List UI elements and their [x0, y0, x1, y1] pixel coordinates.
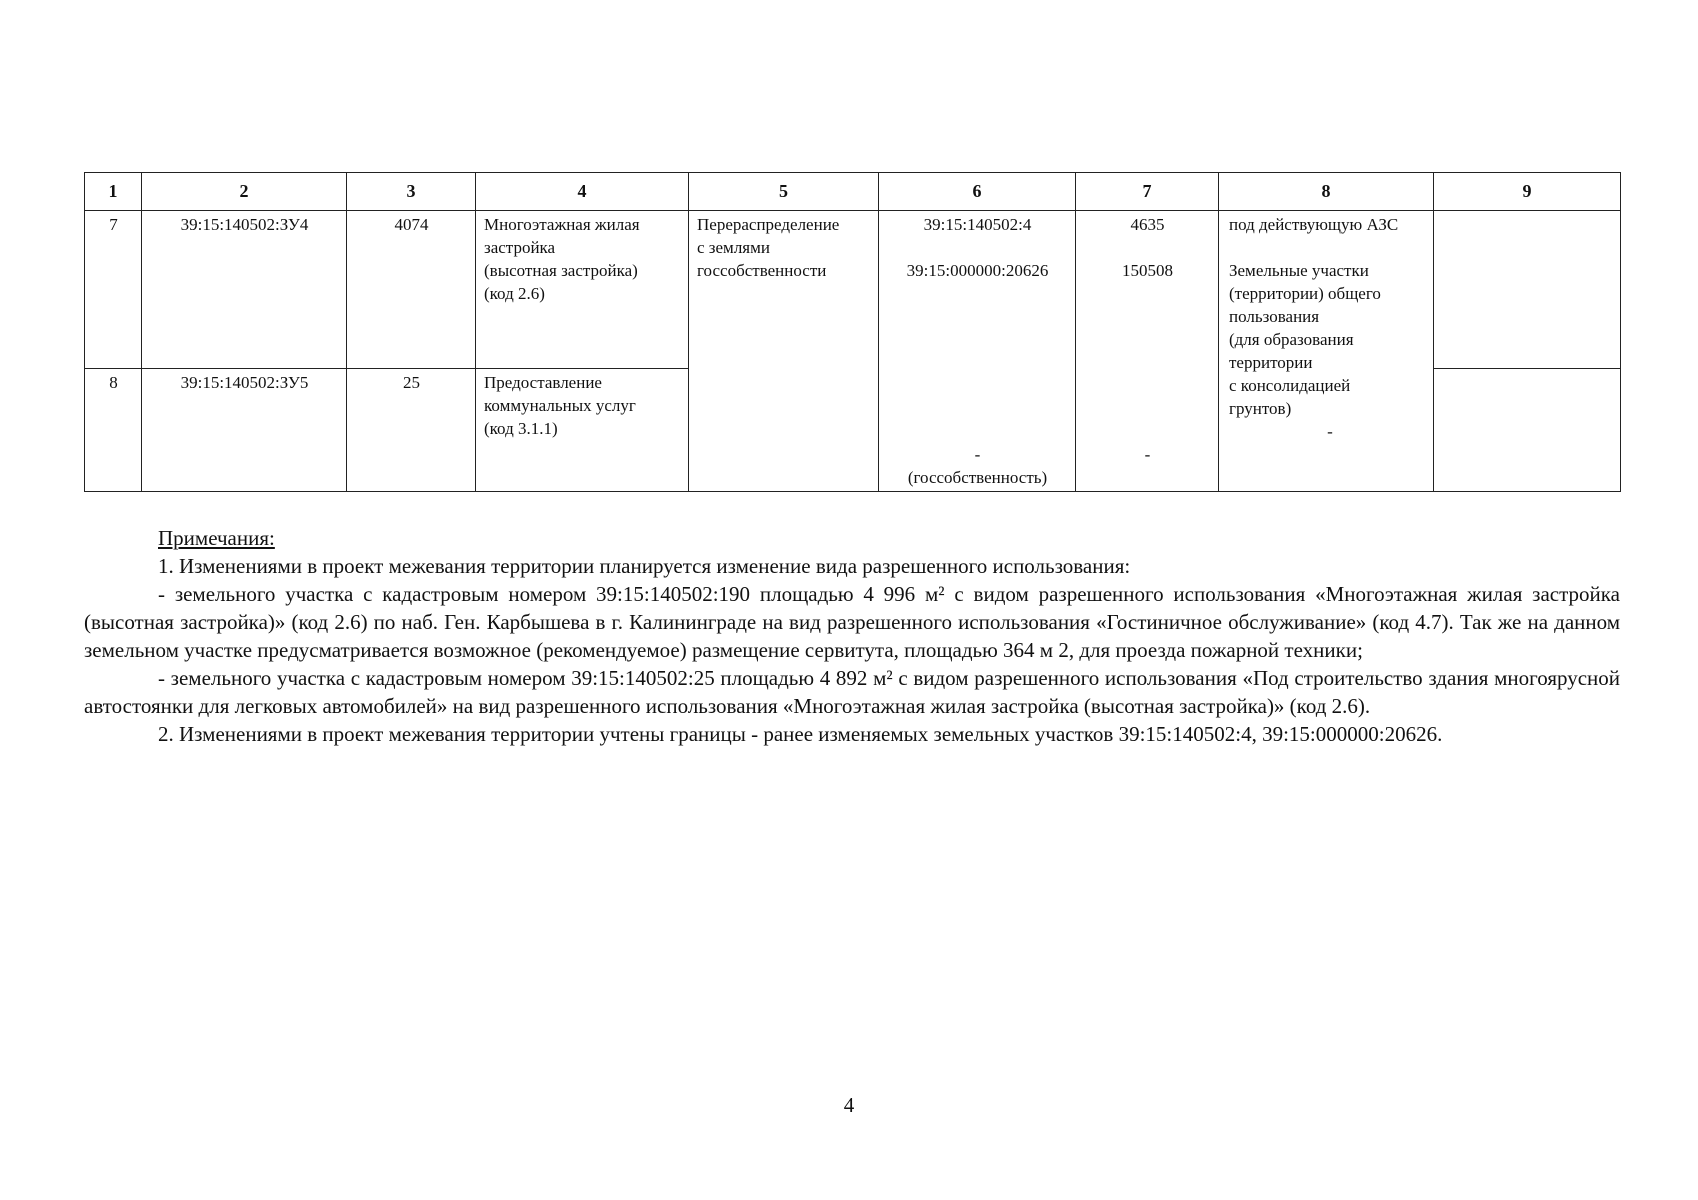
formation-method-line: госсобственности — [697, 261, 827, 280]
land-plots-table — [84, 172, 1621, 492]
source-area-dash: - — [1144, 445, 1151, 464]
source-plots-cell — [879, 211, 1076, 492]
source-areas-cell — [1076, 211, 1219, 492]
plot-area: 25 — [347, 369, 476, 492]
formation-method-line: Перераспределение — [697, 215, 840, 234]
source-area: 4635 — [1130, 215, 1165, 234]
note-paragraph: 2. Изменениями в проект межевания территории учтены границы - ранее изменяемых земельных участков 39:15:140502:4, 39:15:000000:20626. — [158, 722, 1443, 746]
row-number: 7 — [85, 211, 142, 369]
source-plot-number: 39:15:140502:4 — [923, 215, 1032, 234]
column-header: 7 — [1076, 173, 1219, 211]
table-header-row — [85, 173, 1621, 211]
permitted-use-cell — [476, 211, 689, 369]
formation-method-line: с землями — [697, 238, 770, 257]
permitted-use-cell — [476, 369, 689, 492]
notes-title: Примечания: — [158, 526, 275, 550]
source-uses-cell — [1219, 211, 1434, 492]
permitted-use-line: Многоэтажная жилая — [484, 215, 640, 234]
column-header: 4 — [476, 173, 689, 211]
column-header: 6 — [879, 173, 1076, 211]
table-row — [85, 211, 1621, 369]
column-header: 2 — [142, 173, 347, 211]
note-paragraph: - земельного участка с кадастровым номером 39:15:140502:25 площадью 4 892 м² с видом разрешенного использования «Под строительство здания многоярусной автостоянки для легковых автомобилей» на вид разрешенного использования «Многоэтажная жилая застройка (высотная застройка)» (код 2.6). — [84, 666, 1620, 718]
column-9-cell — [1434, 211, 1621, 369]
source-use-line: (для образования — [1229, 330, 1354, 349]
plot-cadastral-number: 39:15:140502:ЗУ5 — [142, 369, 347, 492]
column-header: 3 — [347, 173, 476, 211]
source-use-line: грунтов) — [1229, 399, 1292, 418]
plot-area: 4074 — [347, 211, 476, 369]
source-plot-note: (госсобственность) — [907, 468, 1048, 487]
column-header: 5 — [689, 173, 879, 211]
permitted-use-line: (высотная застройка) — [484, 261, 638, 280]
permitted-use-line: застройка — [484, 238, 556, 257]
permitted-use-line: (код 2.6) — [484, 284, 545, 303]
page-number: 4 — [843, 1093, 855, 1117]
source-use-line: территории — [1229, 353, 1313, 372]
source-area: 150508 — [1122, 261, 1173, 280]
column-9-cell — [1434, 369, 1621, 492]
row-number: 8 — [85, 369, 142, 492]
column-header: 1 — [85, 173, 142, 211]
formation-method-cell — [689, 211, 879, 492]
permitted-use-line: (код 3.1.1) — [484, 419, 558, 438]
column-header: 8 — [1219, 173, 1434, 211]
source-plot-dash: - — [974, 445, 981, 464]
column-header: 9 — [1434, 173, 1621, 211]
source-use-line: Земельные участки — [1229, 261, 1369, 280]
note-paragraph: - земельного участка с кадастровым номером 39:15:140502:190 площадью 4 996 м² с видом разрешенного использования «Многоэтажная жилая застройка (высотная застройка)» (код 2.6) по наб. Ген. Карбышева в г. Калининграде на вид разрешенного использования «Гостиничное обслуживание» (код 4.7). Так же на данном земельном участке предусматривается возможное (рекомендуемое) размещение сервитута, площадью 364 м 2, для проезда пожарной техники; — [84, 582, 1620, 662]
notes-section — [84, 524, 1620, 748]
source-use-line: (территории) общего — [1229, 284, 1381, 303]
plot-cadastral-number: 39:15:140502:ЗУ4 — [142, 211, 347, 369]
source-use-line: под действующую АЗС — [1229, 215, 1399, 234]
note-paragraph: 1. Изменениями в проект межевания территории планируется изменение вида разрешенного использования: — [158, 554, 1131, 578]
permitted-use-line: коммунальных услуг — [484, 396, 636, 415]
source-use-dash: - — [1327, 422, 1333, 441]
source-use-line: с консолидацией — [1229, 376, 1351, 395]
source-plot-number: 39:15:000000:20626 — [906, 261, 1049, 280]
source-use-line: пользования — [1229, 307, 1320, 326]
permitted-use-line: Предоставление — [484, 373, 602, 392]
